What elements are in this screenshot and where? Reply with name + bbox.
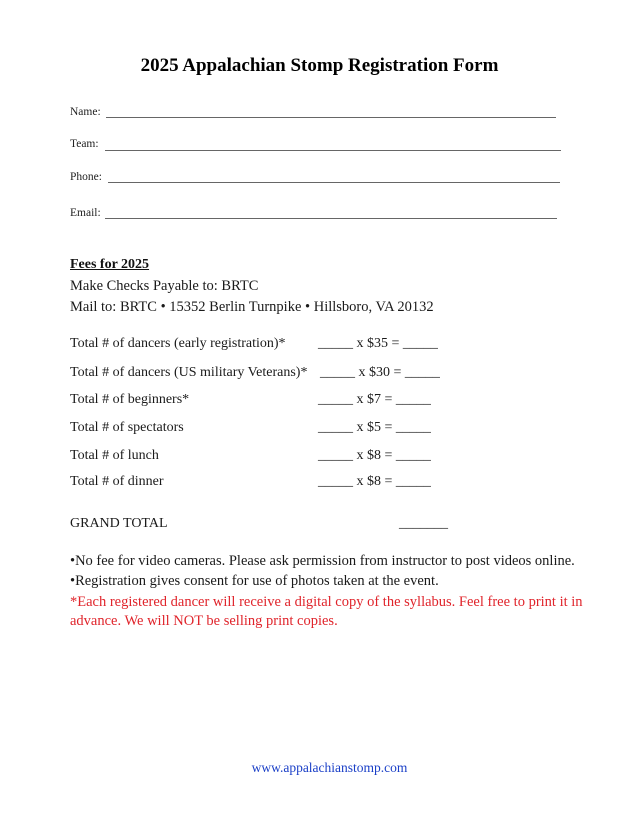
website-link[interactable]: www.appalachianstomp.com xyxy=(251,760,408,775)
fee-label: Total # of dancers (early registration)* xyxy=(70,336,286,351)
fee-calc[interactable]: _____ x $8 = _____ xyxy=(318,448,431,463)
team-label: Team: xyxy=(70,138,99,150)
fee-calc[interactable]: _____ x $7 = _____ xyxy=(318,392,431,407)
name-label: Name: xyxy=(70,106,101,118)
phone-label: Phone: xyxy=(70,171,102,183)
team-field[interactable] xyxy=(105,150,561,151)
name-field[interactable] xyxy=(106,117,556,118)
fee-label: Total # of dancers (US military Veterans)* xyxy=(70,365,308,380)
page-title: 2025 Appalachian Stomp Registration Form xyxy=(140,55,499,76)
note-video: •No fee for video cameras. Please ask permission from instructor to post videos online. xyxy=(70,553,575,569)
grand-total-label: GRAND TOTAL xyxy=(70,516,168,531)
email-label: Email: xyxy=(70,207,101,219)
note-photos: •Registration gives consent for use of photos taken at the event. xyxy=(70,573,439,589)
fee-label: Total # of lunch xyxy=(70,448,159,463)
syllabus-note: *Each registered dancer will receive a digital copy of the syllabus. Feel free to print it in advance. We will NOT be selling print copies. xyxy=(70,594,583,629)
fee-calc[interactable]: _____ x $8 = _____ xyxy=(318,474,431,489)
fee-label: Total # of dinner xyxy=(70,474,164,489)
fee-calc[interactable]: _____ x $5 = _____ xyxy=(318,420,431,435)
grand-total-field[interactable]: _______ xyxy=(399,516,448,531)
fee-label: Total # of spectators xyxy=(70,420,184,435)
fee-calc[interactable]: _____ x $30 = _____ xyxy=(320,365,440,380)
fee-label: Total # of beginners* xyxy=(70,392,190,407)
fee-calc[interactable]: _____ x $35 = _____ xyxy=(318,336,438,351)
phone-field[interactable] xyxy=(108,182,560,183)
email-field[interactable] xyxy=(105,218,557,219)
mail-address: Mail to: BRTC • 15352 Berlin Turnpike • Hillsboro, VA 20132 xyxy=(70,299,434,315)
fees-heading: Fees for 2025 xyxy=(70,257,150,272)
payable-text: Make Checks Payable to: BRTC xyxy=(70,278,259,294)
